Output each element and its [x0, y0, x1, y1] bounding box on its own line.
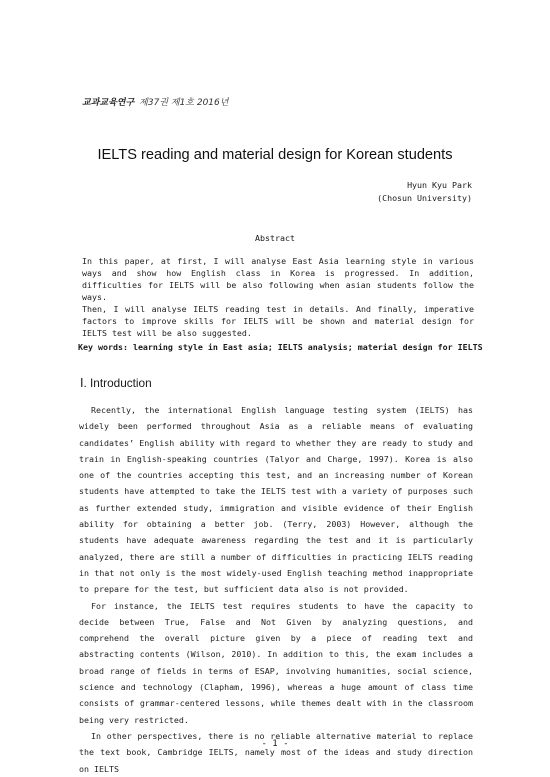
running-header [82, 95, 228, 108]
abstract-paragraph: Then, I will analyse IELTS reading test in details. And finally, imperative factors to improve skills for IELTS will be shown and material design for IELTS test will be also suggested. [82, 304, 474, 338]
body-paragraph: In other perspectives, there is no reliable alternative material to replace the text book, Cambridge IELTS, namely most of the ideas and study direction on IELTS [79, 730, 473, 774]
paper-title: IELTS reading and material design for Korean students [97, 147, 453, 163]
section-heading: Ⅰ. Introduction [80, 376, 152, 390]
abstract-paragraph: In this paper, at first, I will analyse East Asia learning style in various ways and show how English class in Korea is progressed. In addition, difficulties for IELTS will be also following when asian students follow the ways. [82, 256, 474, 302]
author-block [377, 179, 472, 205]
body-paragraph: For instance, the IELTS test requires students to have the capacity to decide between True, False and Not Given by analyzing questions, and comprehend the overall picture given by a piece of reading text and abstracting contents (Wilson, 2010). In addition to this, the exam includes a broad range of fields in terms of ESAP, involving humanities, social science, science and technology (Clapham, 1996), whereas a huge amount of class time consists of grammar-centered lessons, while themes dealt with in the classroom being very restricted. [79, 600, 473, 725]
abstract-body [82, 255, 474, 339]
abstract-heading: Abstract [255, 233, 295, 243]
body-paragraph: Recently, the international English language testing system (IELTS) has widely been performed throughout Asia as a reliable means of evaluating candidates’ English ability with regard to whether they are ready to study and train in English-speaking countries (Talyor and Charge, 1997). Korea is also one of the countries accepting this test, and an increasing number of Korean students have attempted to take the IELTS test with a variety of purposes such as further extended study, immigration and visible evidence of their English ability for obtaining a better job. (Terry, 2003) However, although the students have adequate awareness regarding the test and it is particularly analyzed, there are still a number of difficulties in practicing IELTS reading in that not only is the most widely-used English teaching method inappropriate to prepare for the test, but sufficient data also is not provided. [79, 405, 473, 595]
author-name: Hyun Kyu Park [407, 180, 472, 190]
keywords: Key words: learning style in East asia; IELTS analysis; material design for IELTS [78, 342, 483, 352]
author-affiliation: (Chosun University) [377, 193, 472, 203]
section-body [79, 402, 473, 777]
journal-issue: 제37권 제1호 2016년 [139, 98, 229, 108]
journal-name: 교과교육연구 [82, 98, 135, 108]
page-number: - 1 - [261, 739, 289, 749]
